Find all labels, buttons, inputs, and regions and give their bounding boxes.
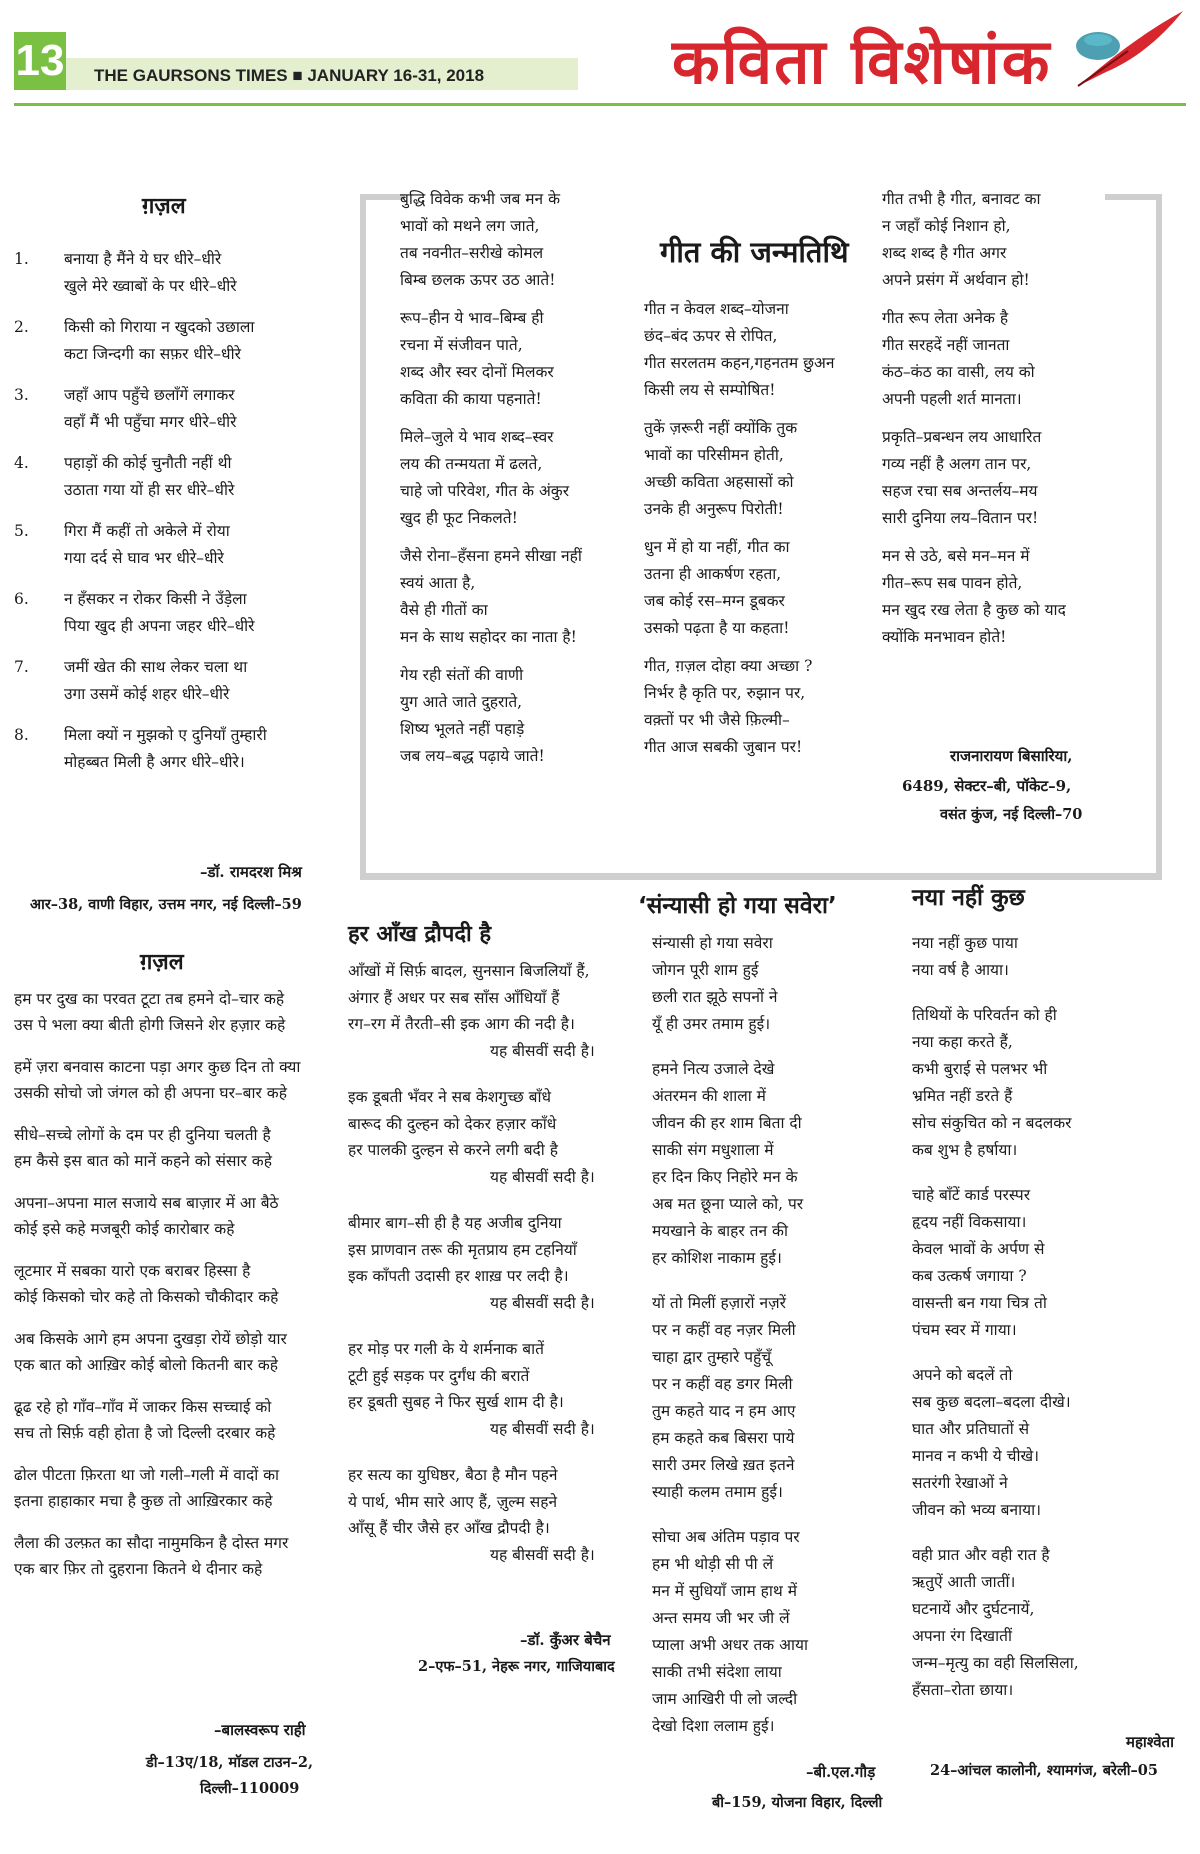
verse-line: अब मत छूना प्याले को, पर [652,1195,804,1213]
verse-line: बारूद की दुल्हन को देकर हज़ार काँधे [348,1114,557,1133]
verse-line: हमने नित्य उजाले देखे [652,1060,775,1078]
verse-line: हँसता–रोता छाया। [912,1681,1014,1699]
couplet [14,1530,300,1582]
couplet-line: बनाया है मैंने ये घर धीरे–धीरे [64,250,222,268]
stanza [348,1336,595,1442]
ghazal2-body [14,986,300,1598]
stanza [652,930,808,1038]
verse-line: भावों का परिसीमन होती, [644,446,784,464]
ghazal1-title: ग़ज़ल [142,194,186,219]
verse-line: मानव न कभी ये चीखे। [912,1447,1040,1465]
draupadi-address: 2–एफ–51, नेहरू नगर, गाजियाबाद [418,1658,615,1675]
quill-pen-icon [1068,6,1188,90]
verse-line: हर मोड़ पर गली के ये शर्मनाक बातें [348,1340,544,1358]
couplet-line: हम कैसे इस बात को मानें कहने को संसार कहे [14,1152,272,1170]
verse-line: इक काँपती उदासी हर शाख़ पर लदी है। [348,1267,569,1285]
couplet-line: पिया खुद ही अपना जहर धीरे–धीरे [64,617,255,635]
geet-address-line1: 6489, सेक्टर–बी, पॉकेट–9, [902,777,1072,795]
couplet [14,382,267,436]
verse-line: मन से उठे, बसे मन–मन में [882,547,1030,565]
verse-line: वासन्ती बन गया चित्र तो [912,1294,1047,1312]
stanza [882,424,1066,532]
verse-line: कब उत्कर्ष जगाया ? [912,1267,1027,1285]
verse-line: अपना रंग दिखातीं [912,1627,1012,1645]
verse-line: पंचम स्वर में गाया। [912,1321,1017,1339]
couplet [14,1122,300,1174]
verse-line: सारी उमर लिखे ख़त इतने [652,1456,795,1474]
stanza [348,1210,595,1316]
verse-line: यों तो मिलीं हज़ारों नज़रें [652,1294,786,1312]
couplet-line: जहाँ आप पहुँचे छलाँगें लगाकर [64,386,235,404]
verse-line: स्वयं आता है, [400,574,476,592]
verse-line: जीवन की हर शाम बिता दी [652,1114,802,1132]
couplet-line: कोई इसे कहे मजबूरी कोई कारोबार कहे [14,1220,235,1238]
couplet [14,246,267,300]
naya-author: महाश्वेता [1126,1733,1174,1751]
verse-line: स्याही कलम तमाम हुई। [652,1483,783,1501]
verse-line: जब लय–बद्ध पढ़ाये जाते! [400,747,545,765]
verse-line: तुम कहते याद न हम आए [652,1402,796,1420]
verse-line: साकी संग मधुशाला में [652,1141,774,1159]
verse-line: संन्यासी हो गया सवेरा [652,934,773,952]
verse-line: क्योंकि मनभावन होते! [882,628,1007,646]
stanza [400,662,582,770]
couplet-line: उगा उसमें कोई शहर धीरे–धीरे [64,685,230,703]
stanza [400,424,582,532]
verse-line: रचना में संजीवन पाते, [400,336,523,354]
verse-line: तब नवनीत–सरीखे कोमल [400,244,544,262]
stanza [644,415,834,523]
verse-line: यूँ ही उमर तमाम हुई। [652,1015,771,1033]
sanyasi-address: बी–159, योजना विहार, दिल्ली [712,1794,883,1811]
verse-line: पर न कहीं वह डगर मिली [652,1375,793,1393]
couplet [14,314,267,368]
verse-line: जब कोई रस–मग्न डूबकर [644,592,785,610]
header-rule [14,103,1186,106]
verse-line: बिम्ब छलक ऊपर उठ आते! [400,271,556,289]
stanza [348,1462,595,1568]
verse-line: हर कोशिश नाकाम हुई। [652,1249,782,1267]
couplet-line: उसकी सोचो जो जंगल को ही अपना घर–बार कहे [14,1084,287,1102]
verse-line: कब शुभ है हर्षाया। [912,1141,1018,1159]
ghazal2-address-line1: डी–13ए/18, मॉडल टाउन–2, [146,1754,314,1771]
couplet-line: कटा जिन्दगी का सफ़र धीरे–धीरे [64,345,241,363]
verse-line: शब्द और स्वर दोनों मिलकर [400,363,554,381]
naya-address: 24–आंचल कालोनी, श्यामगंज, बरेली–05 [930,1762,1158,1779]
refrain-line: यह बीसवीं सदी है। [490,1041,595,1060]
couplet-line: न हँसकर न रोकर किसी ने उँड़ेला [64,590,247,608]
stanza [400,305,582,413]
couplet [14,986,300,1038]
verse-line: मिले–जुले ये भाव शब्द–स्वर [400,428,554,446]
verse-line: प्याला अभी अधर तक आया [652,1636,808,1654]
couplet-line: उठाता गया यों ही सर धीरे–धीरे [64,481,235,499]
couplet [14,722,267,776]
couplet-line: इतना हाहाकार मचा है कुछ तो आख़िरकार कहे [14,1492,273,1510]
geet-address-line2: वसंत कुंज, नई दिल्ली–70 [940,806,1083,823]
naya-body [912,930,1079,1722]
sanyasi-body [652,930,808,1758]
couplet-line: हम पर दुख का परवत टूटा तब हमने दो–चार कहे [14,990,285,1008]
ghazal2-author: –बालस्वरूप राही [214,1721,306,1739]
couplet-number: 2. [14,318,29,336]
verse-line: सतरंगी रेखाओं ने [912,1474,1008,1492]
stanza [644,534,834,642]
stanza [912,930,1079,984]
refrain-line: यह बीसवीं सदी है। [490,1293,595,1312]
verse-line: गीत आज सबकी जुबान पर! [644,738,803,756]
couplet-line: एक बात को आख़िर कोई बोलो कितनी बार कहे [14,1356,279,1374]
couplet-number: 5. [14,522,29,540]
verse-line: गीत न केवल शब्द–योजना [644,300,789,318]
verse-line: ऋतुऐं आती जातीं। [912,1573,1016,1591]
verse-line: जैसे रोना–हँसना हमने सीखा नहीं [400,547,582,565]
sanyasi-title: ‘संन्यासी हो गया सवेरा’ [638,893,837,919]
couplet-line: कोई किसको चोर कहे तो किसको चौकीदार कहे [14,1288,279,1306]
verse-line: शिष्य भूलते नहीं पहाड़े [400,720,525,738]
couplet-line: अपना–अपना माल सजाये सब बाज़ार में आ बैठे [14,1194,279,1212]
verse-line: मन के साथ सहोदर का नाता है! [400,628,577,646]
couplet-number: 7. [14,658,29,676]
geet-column-2 [644,296,834,772]
couplet [14,1394,300,1446]
verse-line: कभी बुराई से पलभर भी [912,1060,1048,1078]
couplet-line: खुले मेरे ख्वाबों के पर धीरे–धीरे [64,277,237,295]
verse-line: नया नहीं कुछ पाया [912,934,1018,952]
verse-line: जन्म–मृत्यु का वही सिलसिला, [912,1654,1079,1672]
couplet-line: मोहब्बत मिली है अगर धीरे–धीरे। [64,753,245,771]
refrain-line: यह बीसवीं सदी है। [490,1167,595,1186]
couplet-line: लूटमार में सबका यारो एक बराबर हिस्सा है [14,1262,251,1280]
stanza [644,296,834,404]
verse-line: हर पालकी दुल्हन से करने लगी बदी है [348,1141,558,1159]
stanza [652,1290,808,1506]
verse-line: सहज रचा सब अन्तर्लय–मय [882,482,1038,500]
verse-line: तुकें ज़रूरी नहीं क्योंकि तुक [644,419,798,437]
verse-line: वक़्तों पर भी जैसे फ़िल्मी– [644,711,790,729]
verse-line: तिथियों के परिवर्तन को ही [912,1006,1057,1024]
verse-line: नया कहा करते हैं, [912,1033,1013,1051]
sanyasi-author: –बी.एल.गौड़ [806,1763,876,1781]
stanza [912,1362,1079,1524]
stanza [348,1084,595,1190]
verse-line: गीत सरहदें नहीं जानता [882,336,1010,354]
couplet [14,1258,300,1310]
verse-line: अपनी पहली शर्त मानता। [882,390,1022,408]
verse-line: खुद ही फूट निकलते! [400,509,518,527]
verse-line: अपने को बदलें तो [912,1366,1013,1384]
verse-line: हर सत्य का युधिष्ठर, बैठा है मौन पहने [348,1466,558,1484]
couplet [14,1054,300,1106]
verse-line: हम भी थोड़ी सी पी लें [652,1555,774,1573]
ghazal1-body [14,246,267,790]
stanza [912,1542,1079,1704]
refrain-line: यह बीसवीं सदी है। [490,1545,595,1564]
verse-line: हर डूबती सुबह ने फिर सुर्ख शाम दी है। [348,1393,564,1411]
verse-line: नया वर्ष है आया। [912,961,1009,979]
couplet-line: किसी को गिराया न खुदको उछाला [64,318,255,336]
ghazal1-author: –डॉ. रामदरश मिश्र [200,863,302,881]
verse-line: प्रकृति–प्रबन्धन लय आधारित [882,428,1042,446]
verse-line: मन खुद रख लेता है कुछ को याद [882,601,1066,619]
verse-line: गव्य नहीं है अलग तान पर, [882,455,1032,473]
stanza [400,186,582,294]
verse-line: युग आते जाते दुहराते, [400,693,523,711]
verse-line: धुन में हो या नहीं, गीत का [644,538,790,556]
verse-line: वही प्रात और वही रात है [912,1546,1050,1564]
verse-line: भ्रमित नहीं डरते हैं [912,1087,1013,1105]
couplet-number: 6. [14,590,29,608]
couplet-line: सच तो सिर्फ़ वही होता है जो दिल्ली दरबार कहे [14,1424,276,1442]
couplet [14,1326,300,1378]
verse-line: हर दिन किए निहोरे मन के [652,1168,798,1186]
couplet [14,450,267,504]
verse-line: गेय रही संतों की वाणी [400,666,524,684]
verse-line: जाम आखिरी पी लो जल्दी [652,1690,798,1708]
couplet [14,1462,300,1514]
verse-line: सारी दुनिया लय–वितान पर! [882,509,1039,527]
verse-line: अंतरमन की शाला में [652,1087,766,1105]
couplet [14,586,267,640]
couplet-line: उस पे भला क्या बीती होगी जिसने शेर हज़ार कहे [14,1016,286,1034]
verse-line: आँखों में सिर्फ़ बादल, सुनसान बिजलियाँ हैं, [348,962,590,980]
verse-line: अच्छी कविता अहसासों को [644,473,794,491]
verse-line: आँसू हैं चीर जैसे हर आँख द्रौपदी है। [348,1519,550,1537]
page-number: 13 [14,32,66,90]
refrain-line: यह बीसवीं सदी है। [490,1419,595,1438]
verse-line: गीत, ग़ज़ल दोहा क्या अच्छा ? [644,657,813,675]
verse-line: बीमार बाग–सी ही है यह अजीब दुनिया [348,1214,562,1232]
stanza [912,1002,1079,1164]
verse-line: अंगार हैं अधर पर सब साँस आँधियाँ हैं [348,988,560,1007]
verse-line: साकी तभी संदेशा लाया [652,1663,782,1681]
couplet-number: 4. [14,454,29,472]
couplet [14,518,267,572]
verse-line: मन में सुधियाँ जाम हाथ में [652,1582,798,1600]
stanza [652,1524,808,1740]
stanza [882,543,1066,651]
verse-line: अन्त समय जी भर जी लें [652,1609,790,1627]
geet-column-1 [400,186,582,781]
verse-line: चाहा द्वार तुम्हारे पहुँचूँ [652,1348,772,1366]
verse-line: पर न कहीं वह नज़र मिली [652,1321,796,1339]
verse-line: देखो दिशा ललाम हुई। [652,1717,775,1735]
verse-line: इक डूबती भँवर ने सब केशगुच्छ बाँधे [348,1088,551,1106]
masthead-line: THE GAURSONS TIMES ■ JANUARY 16-31, 2018 [94,66,485,85]
stanza [400,543,582,651]
verse-line: न जहाँ कोई निशान हो, [882,217,1011,235]
verse-line: रग–रग में तैरती–सी इक आग की नदी है। [348,1015,575,1033]
stanza [644,653,834,761]
verse-line: शब्द शब्द है गीत अगर [882,244,1007,262]
verse-line: गीत सरलतम कहन,गहनतम छुअन [644,354,835,372]
verse-line: सब कुछ बदला–बदला दीखे। [912,1393,1071,1411]
verse-line: जीवन को भव्य बनाया। [912,1501,1041,1519]
verse-line: उनके ही अनुरूप पिरोती! [644,500,784,518]
verse-line: सोचा अब अंतिम पड़ाव पर [652,1528,800,1546]
verse-line: चाहे बाँटें कार्ड परस्पर [912,1186,1031,1204]
couplet-line: वहाँ मैं भी पहुँचा मगर धीरे–धीरे [64,413,237,431]
verse-line: अपने प्रसंग में अर्थवान हो! [882,271,1030,289]
section-title: कविता विशेषांक [672,25,1052,98]
couplet-line: मिला क्यों न मुझको ए दुनियाँ तुम्हारी [64,726,267,744]
couplet-line: ढूढ रहे हो गाँव–गाँव में जाकर किस सच्चाई को [14,1398,272,1416]
verse-line: भावों को मथने लग जाते, [400,217,540,235]
couplet-line: सीधे–सच्चे लोगों के दम पर ही दुनिया चलती है [14,1126,271,1144]
verse-line: घात और प्रतिघातों से [912,1420,1030,1438]
verse-line: ये पार्थ, भीम सारे आए हैं, ज़ुल्म सहने [348,1492,558,1511]
draupadi-title: हर आँख द्रौपदी है [348,922,492,947]
couplet-line: जमीं खेत की साथ लेकर चला था [64,658,248,676]
verse-line: जोगन पूरी शाम हुई [652,961,759,979]
draupadi-author: –डॉ. कुँअर बेचैन [520,1631,611,1649]
couplet-line: लैला की उल्फ़त का सौदा नामुमकिन है दोस्त मगर [14,1534,289,1552]
couplet-line: ढोल पीटता फ़िरता था जो गली–गली में वादों का [14,1466,280,1484]
verse-line: इस प्राणवान तरू की मृतप्राय हम टहनियाँ [348,1240,577,1259]
verse-line: लय की तन्मयता में ढलते, [400,455,543,473]
geet-author: राजनारायण बिसारिया, [950,747,1073,765]
geet-column-3 [882,186,1066,662]
verse-line: केवल भावों के अर्पण से [912,1240,1045,1258]
verse-line: उसको पढ़ता है या कहता! [644,619,790,637]
geet-title: गीत की जन्मतिथि [660,235,849,269]
couplet-line: गया दर्द से घाव भर धीरे–धीरे [64,549,224,567]
draupadi-body [348,958,595,1588]
verse-line: टूटी हुई सड़क पर दुर्गंध की बरातें [348,1366,530,1385]
verse-line: उतना ही आकर्षण रहता, [644,565,782,583]
verse-line: रूप–हीन ये भाव–बिम्ब ही [400,309,544,327]
couplet [14,1190,300,1242]
naya-title: नया नहीं कुछ [912,885,1025,911]
couplet-line: गिरा मैं कहीं तो अकेले में रोया [64,522,230,540]
verse-line: गीत तभी है गीत, बनावट का [882,190,1041,208]
verse-line: कंठ–कंठ का वासी, लय को [882,363,1035,381]
ghazal2-title: ग़ज़ल [140,950,184,975]
verse-line: किसी लय से सम्पोषित! [644,381,776,399]
verse-line: छली रात झूठे सपनों ने [652,988,778,1006]
couplet-line: अब किसके आगे हम अपना दुखड़ा रोयें छोड़ो यार [14,1330,287,1348]
couplet [14,654,267,708]
stanza [912,1182,1079,1344]
stanza [882,186,1066,294]
verse-line: घटनायें और दुर्घटनायें, [912,1600,1035,1618]
verse-line: मयखाने के बाहर तन की [652,1222,788,1240]
stanza [652,1056,808,1272]
stanza [348,958,595,1064]
verse-line: गीत–रूप सब पावन होते, [882,574,1023,592]
couplet-number: 3. [14,386,29,404]
couplet-number: 1. [14,250,29,268]
verse-line: कविता की काया पहनाते! [400,390,542,408]
verse-line: हृदय नहीं विकसाया। [912,1213,1027,1231]
verse-line: निर्भर है कृति पर, रुझान पर, [644,684,806,702]
stanza [882,305,1066,413]
verse-line: छंद–बंद ऊपर से रोपित, [644,327,778,345]
verse-line: बुद्धि विवेक कभी जब मन के [400,190,560,208]
verse-line: वैसे ही गीतों का [400,601,488,619]
verse-line: गीत रूप लेता अनेक है [882,309,1009,327]
verse-line: सोच संकुचित को न बदलकर [912,1114,1072,1132]
couplet-line: हमें ज़रा बनवास काटना पड़ा अगर कुछ दिन तो क्या [14,1058,301,1076]
couplet-number: 8. [14,726,29,744]
couplet-line: एक बार फ़िर तो दुहराना कितने थे दीनार कहे [14,1560,263,1578]
verse-line: हम कहते कब बिसरा पाये [652,1429,795,1447]
ghazal1-address: आर–38, वाणी विहार, उत्तम नगर, नई दिल्ली–59 [30,896,302,913]
ghazal2-address-line2: दिल्ली–110009 [200,1780,300,1797]
verse-line: चाहे जो परिवेश, गीत के अंकुर [400,482,570,500]
couplet-line: पहाड़ों की कोई चुनौती नहीं थी [64,454,232,472]
